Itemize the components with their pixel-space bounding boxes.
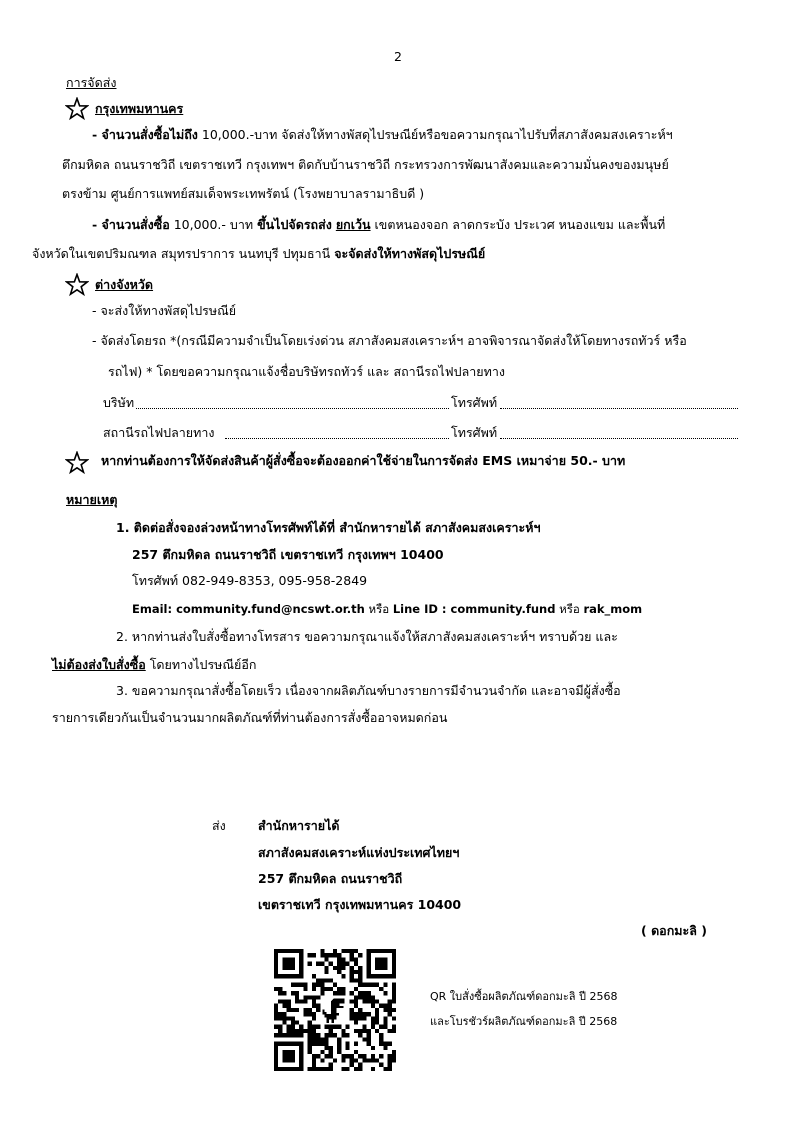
star-icon bbox=[65, 97, 89, 121]
address-line3: 257 ตึกมหิดล ถนนราชวิถี bbox=[258, 871, 403, 886]
ems-note: หากท่านต้องการให้จัดส่งสินค้าผู้สั่งซื้อจะต้องออกค่าใช้จ่ายในการจัดส่ง EMS เหมาจ่าย 50.- บาท bbox=[101, 453, 626, 468]
provinces-item2-line2: รถไฟ) * โดยขอความกรุณาแจ้งชื่อบริษัทรถทัวร์ และ สถานีรถไฟปลายทาง bbox=[108, 364, 505, 379]
phone-label: โทรศัพท์ bbox=[451, 395, 498, 410]
company-label: บริษัท bbox=[103, 395, 135, 410]
remark-3-line1: 3. ขอความกรุณาสั่งซื้อโดยเร็ว เนื่องจากผลิตภัณฑ์บางรายการมีจำนวนจำกัด และอาจมีผู้สั่งซื้อ bbox=[116, 683, 621, 698]
address-line2: สภาสังคมสงเคราะห์แห่งประเทศไทยฯ bbox=[258, 845, 460, 860]
star-icon bbox=[65, 451, 89, 475]
send-label: ส่ง bbox=[212, 818, 226, 833]
company-blank-line bbox=[136, 407, 449, 409]
bangkok-p1-line1: - จำนวนสั่งซื้อไม่ถึง 10,000.-บาท จัดส่งให้ทางพัสดุไปรษณีย์หรือขอความกรุณาไปรับที่สภาสังคมสงเคราะห์ฯ bbox=[92, 127, 673, 142]
bangkok-p2-line1: - จำนวนสั่งซื้อ 10,000.- บาท ขึ้นไปจัดรถส่ง ยกเว้น เขตหนองจอก ลาดกระบัง ประเวศ หนองแขม และพื้นที่ bbox=[92, 217, 666, 232]
bangkok-p2-line2: จังหวัดในเขตปริมณฑล สมุทรปราการ นนทบุรี ปทุมธานี จะจัดส่งให้ทางพัสดุไปรษณีย์ bbox=[32, 246, 486, 261]
remark-1-contact: Email: community.fund@ncswt.or.th หรือ Line ID : community.fund หรือ rak_mom bbox=[132, 602, 643, 616]
remark-1-line1: 1. ติดต่อสั่งจองล่วงหน้าทางโทรศัพท์ได้ที่ สำนักหารายได้ สภาสังคมสงเคราะห์ฯ bbox=[116, 520, 541, 535]
remark-1-line2: 257 ตึกมหิดล ถนนราชวิถี เขตราชเทวี กรุงเทพฯ 10400 bbox=[132, 547, 444, 562]
provinces-item2-line1: - จัดส่งโดยรถ *(กรณีมีความจำเป็นโดยเร่งด่วน สภาสังคมสงเคราะห์ฯ อาจพิจารณาจัดส่งให้โดยทางรถทัวร์ หรือ bbox=[92, 333, 687, 348]
star-icon bbox=[65, 273, 89, 297]
brand-label: ( ดอกมะลิ ) bbox=[641, 923, 707, 938]
delivery-heading: การจัดส่ง bbox=[66, 75, 117, 90]
remark-2-line1: 2. หากท่านส่งใบสั่งซื้อทางโทรสาร ขอความกรุณาแจ้งให้สภาสังคมสงเคราะห์ฯ ทราบด้วย และ bbox=[116, 629, 618, 644]
qr-code-icon[interactable] bbox=[274, 949, 396, 1071]
email-link[interactable]: community.fund@ncswt.or.th bbox=[176, 602, 365, 616]
qr-caption-1: QR ใบสั่งซื้อผลิตภัณฑ์ดอกมะลิ ปี 2568 bbox=[430, 990, 618, 1003]
bangkok-p1-line2: ตึกมหิดล ถนนราชวิถี เขตราชเทวี กรุงเทพฯ ติดกับบ้านราชวิถี กระทรวงการพัฒนาสังคมและความมั่นคงของมนุษย์ bbox=[62, 157, 669, 172]
phone-blank-line-2 bbox=[500, 437, 738, 439]
remark-2-line2: ไม่ต้องส่งใบสั่งซื้อ โดยทางไปรษณีย์อีก bbox=[52, 657, 257, 672]
qr-caption-2: และโบรชัวร์ผลิตภัณฑ์ดอกมะลิ ปี 2568 bbox=[430, 1015, 618, 1028]
remark-1-line3: โทรศัพท์ 082-949-8353, 095-958-2849 bbox=[132, 573, 368, 588]
provinces-title: ต่างจังหวัด bbox=[95, 277, 154, 292]
station-blank-line bbox=[225, 437, 449, 439]
provinces-item1: - จะส่งให้ทางพัสดุไปรษณีย์ bbox=[92, 303, 237, 318]
phone-label-2: โทรศัพท์ bbox=[451, 425, 498, 440]
bangkok-title: กรุงเทพมหานคร bbox=[95, 101, 184, 116]
page-number: 2 bbox=[394, 49, 402, 64]
phone-blank-line bbox=[500, 407, 738, 409]
station-label: สถานีรถไฟปลายทาง bbox=[103, 425, 215, 440]
bangkok-p1-line3: ตรงข้าม ศูนย์การแพทย์สมเด็จพระเทพรัตน์ (โรงพยาบาลรามาธิบดี ) bbox=[62, 186, 425, 201]
remarks-heading: หมายเหตุ bbox=[66, 492, 118, 507]
address-line1: สำนักหารายได้ bbox=[258, 818, 340, 833]
address-line4: เขตราชเทวี กรุงเทพมหานคร 10400 bbox=[258, 897, 462, 912]
remark-3-line2: รายการเดียวกันเป็นจำนวนมากผลิตภัณฑ์ที่ท่านต้องการสั่งซื้ออาจหมดก่อน bbox=[52, 710, 448, 725]
